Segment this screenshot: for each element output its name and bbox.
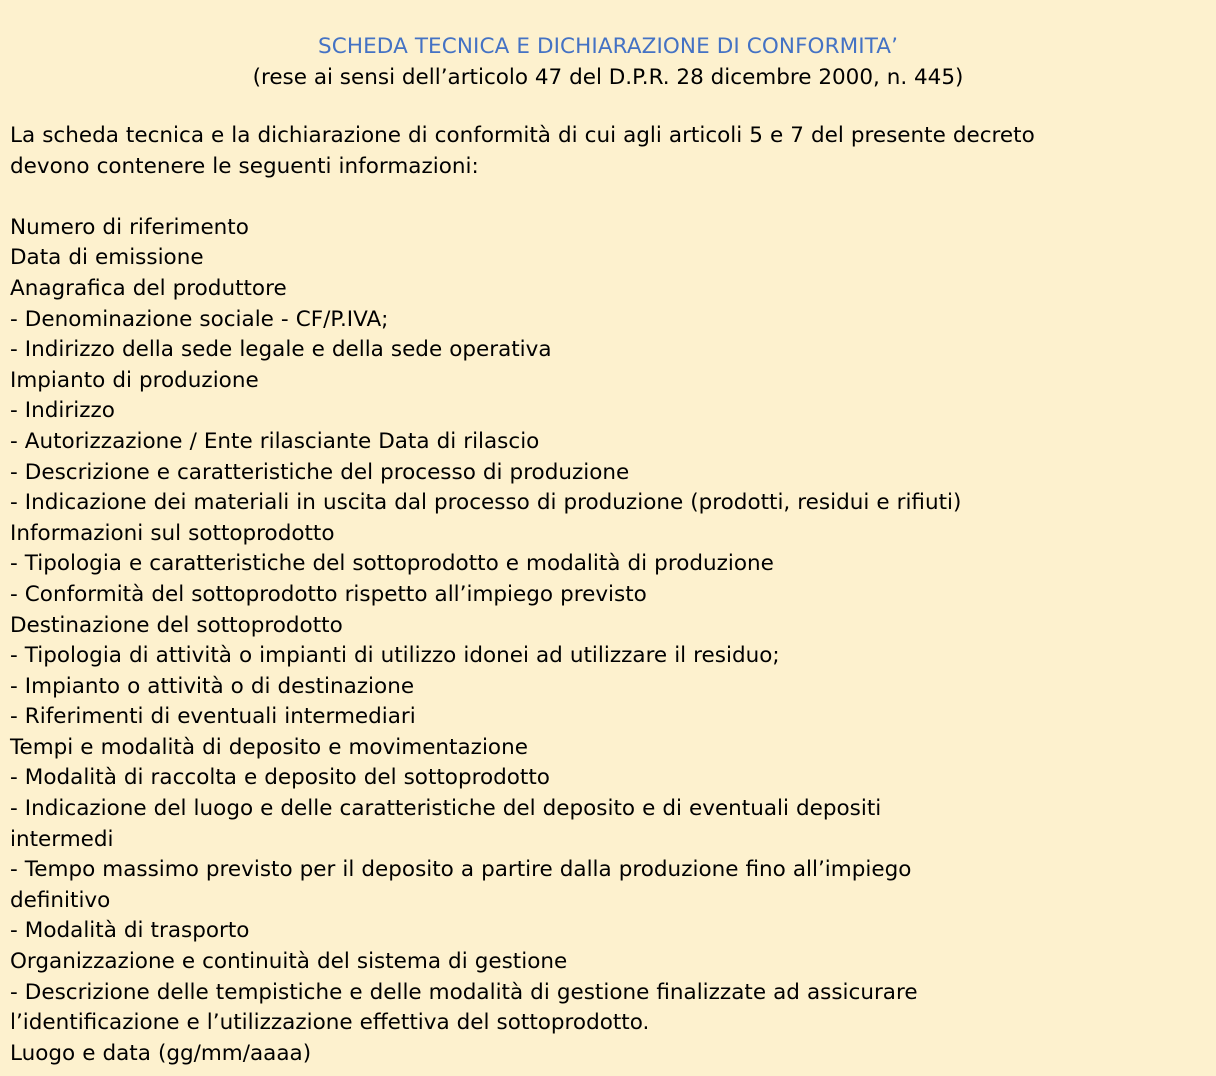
list-item: - Descrizione e caratteristiche del processo di produzione [10,459,630,485]
page-subtitle: (rese ai sensi dell’articolo 47 del D.P.R. 28 dicembre 2000, n. 445) [252,65,964,90]
list-item: - Indirizzo [10,398,115,424]
list-item: - Modalità di trasporto [10,918,250,944]
list-item: Luogo e data (gg/mm/aaaa) [10,1040,312,1066]
list-item: Destinazione del sottoprodotto [10,612,343,638]
list-item: - Indicazione dei materiali in uscita dal processo di produzione (prodotti, residui e rifiuti) [10,490,962,516]
list-item: - Descrizione delle tempistiche e delle modalità di gestione finalizzate ad assicurare l’identificazione e l’utilizzazione effettiva del sottoprodotto. [10,979,925,1036]
list-item: Tempi e modalità di deposito e movimentazione [10,734,528,760]
list-item: - Tipologia e caratteristiche del sottoprodotto e modalità di produzione [10,551,774,577]
list-item: - Tipologia di attività o impianti di utilizzo idonei ad utilizzare il residuo; [10,643,780,669]
list-item: Numero di riferimento [10,214,249,240]
list-item: Data di emissione [10,245,204,271]
list-item: Informazioni sul sottoprodotto [10,520,335,546]
list-item: - Modalità di raccolta e deposito del sottoprodotto [10,765,550,791]
document-header [0,0,1216,93]
list-item: - Riferimenti di eventuali intermediari [10,704,416,730]
requirements-list [0,213,1216,1070]
list-item: - Indirizzo della sede legale e della sede operativa [10,337,552,363]
list-item: - Denominazione sociale - CF/P.IVA; [10,306,389,332]
list-item: - Conformità del sottoprodotto rispetto all’impiego previsto [10,581,647,607]
list-item: - Indicazione del luogo e delle caratteristiche del deposito e di eventuali depositi intermedi [10,796,889,852]
list-item: - Impianto o attività o di destinazione [10,673,415,699]
list-item: - Autorizzazione / Ente rilasciante Data di rilascio [10,428,540,454]
list-item: Impianto di produzione [10,367,259,393]
intro-line-2: devono contenere le seguenti informazioni: [10,153,479,179]
intro-line-1: La scheda tecnica e la dichiarazione di conformità di cui agli articoli 5 e 7 del presente decreto [10,123,1035,148]
list-item: - Tempo massimo previsto per il deposito a partire dalla produzione fino all’impiego definitivo [10,857,919,913]
page-title: SCHEDA TECNICA E DICHIARAZIONE DI CONFORMITA’ [317,34,899,59]
paragraph-spacer [0,182,1216,213]
intro-paragraph [0,121,1216,182]
list-item: Organizzazione e continuità del sistema di gestione [10,949,568,975]
list-item: Anagrafica del produttore [10,275,287,301]
